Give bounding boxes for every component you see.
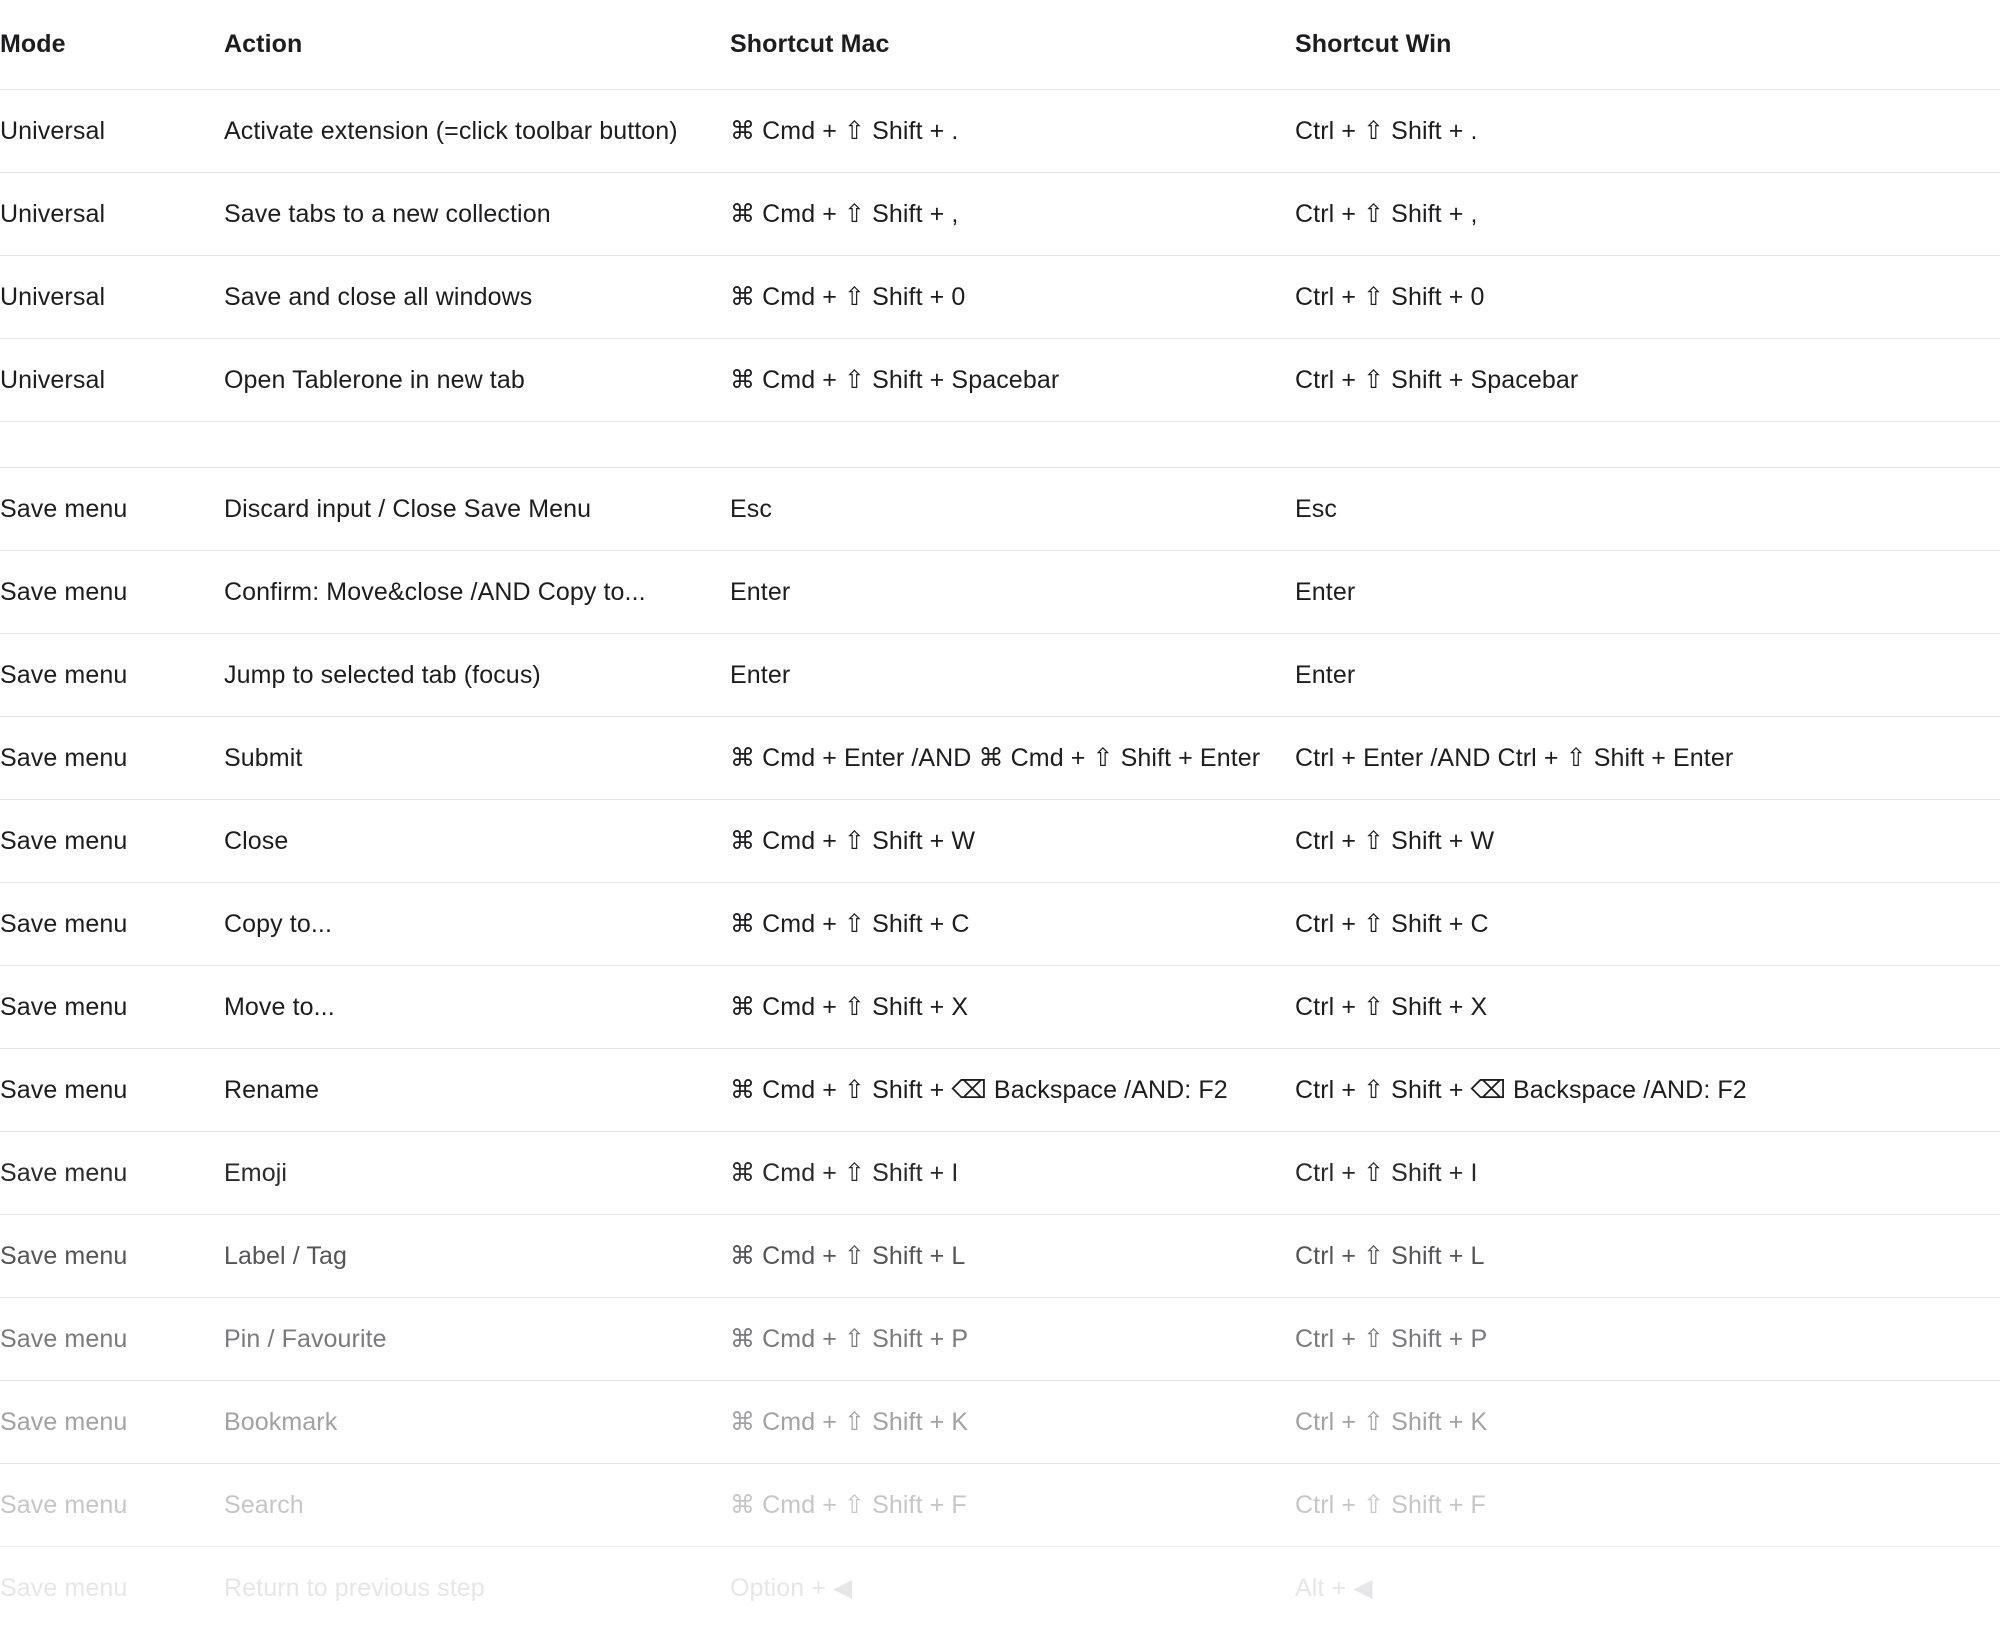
cell-action: Submit [224,743,303,772]
table-row [0,883,2000,966]
cell-shortcut-mac: ⌘ Cmd + ⇧ Shift + W [730,827,976,855]
cell-shortcut-win: Enter [1295,577,1356,606]
cell-shortcut-win: Ctrl + ⇧ Shift + ⌫ Backspace /AND: F2 [1295,1076,1747,1104]
header-mode: Mode [0,30,66,58]
table-row [0,551,2000,634]
cell-shortcut-mac: ⌘ Cmd + ⇧ Shift + K [730,1408,969,1436]
cell-action: Rename [224,1075,320,1104]
cell-action: Move to... [224,992,335,1021]
cell-action: Bookmark [224,1407,338,1436]
header-action: Action [224,30,303,58]
cell-shortcut-win: Ctrl + ⇧ Shift + P [1295,1325,1488,1353]
cell-shortcut-mac: ⌘ Cmd + ⇧ Shift + C [730,910,970,938]
cell-mode: Save menu [0,909,128,938]
cell-shortcut-win: Ctrl + ⇧ Shift + I [1295,1159,1478,1187]
cell-shortcut-win: Ctrl + ⇧ Shift + L [1295,1242,1485,1270]
cell-shortcut-mac: ⌘ Cmd + ⇧ Shift + F [730,1491,967,1519]
table-row [0,1464,2000,1547]
cell-action: Confirm: Move&close /AND Copy to... [224,577,646,606]
cell-shortcut-mac: Enter [730,660,791,689]
cell-shortcut-mac: Esc [730,494,772,523]
table-header-row [0,0,2000,90]
cell-action: Save tabs to a new collection [224,199,551,228]
cell-action: Activate extension (=click toolbar button) [224,116,678,145]
cell-mode: Universal [0,199,106,228]
cell-shortcut-mac: ⌘ Cmd + ⇧ Shift + . [730,117,959,145]
cell-mode: Save menu [0,743,128,772]
table-row [0,90,2000,173]
cell-shortcut-win: Ctrl + ⇧ Shift + W [1295,827,1495,855]
cell-shortcut-win: Enter [1295,660,1356,689]
cell-mode: Save menu [0,1573,128,1602]
cell-shortcut-win: Ctrl + Enter /AND Ctrl + ⇧ Shift + Enter [1295,744,1734,772]
cell-shortcut-mac: ⌘ Cmd + ⇧ Shift + L [730,1242,966,1270]
cell-action: Search [224,1490,304,1519]
cell-mode: Universal [0,365,106,394]
cell-mode: Save menu [0,1324,128,1353]
table-row [0,1132,2000,1215]
cell-action: Close [224,826,289,855]
cell-mode: Save menu [0,826,128,855]
cell-mode: Save menu [0,1407,128,1436]
cell-shortcut-win: Ctrl + ⇧ Shift + 0 [1295,283,1485,311]
table-row [0,800,2000,883]
cell-shortcut-win: Ctrl + ⇧ Shift + C [1295,910,1489,938]
header-shortcut-mac: Shortcut Mac [730,30,890,58]
cell-mode: Save menu [0,1241,128,1270]
table-row [0,468,2000,551]
cell-shortcut-mac: ⌘ Cmd + ⇧ Shift + Spacebar [730,366,1060,394]
cell-mode: Save menu [0,1158,128,1187]
cell-shortcut-mac: Option + ◀ [730,1574,853,1602]
cell-action: Save and close all windows [224,282,533,311]
cell-mode: Save menu [0,577,128,606]
cell-shortcut-mac: ⌘ Cmd + ⇧ Shift + 0 [730,283,966,311]
cell-shortcut-mac: ⌘ Cmd + ⇧ Shift + X [730,993,969,1021]
cell-action: Open Tablerone in new tab [224,365,525,394]
cell-shortcut-mac: ⌘ Cmd + ⇧ Shift + P [730,1325,969,1353]
table-row [0,966,2000,1049]
cell-shortcut-win: Ctrl + ⇧ Shift + X [1295,993,1488,1021]
table-row [0,717,2000,800]
cell-action: Return to previous step [224,1573,485,1602]
cell-mode: Save menu [0,494,128,523]
table-row [0,634,2000,717]
cell-shortcut-mac: ⌘ Cmd + Enter /AND ⌘ Cmd + ⇧ Shift + Enter [730,744,1261,772]
cell-action: Discard input / Close Save Menu [224,494,592,523]
cell-shortcut-mac: Enter [730,577,791,606]
cell-action: Copy to... [224,909,332,938]
cell-shortcut-mac: ⌘ Cmd + ⇧ Shift + , [730,200,959,228]
cell-shortcut-win: Ctrl + ⇧ Shift + . [1295,117,1478,145]
cell-shortcut-win: Ctrl + ⇧ Shift + K [1295,1408,1488,1436]
table-row [0,339,2000,422]
section-divider-row [0,422,2000,468]
cell-shortcut-win: Esc [1295,494,1337,523]
cell-shortcut-win: Ctrl + ⇧ Shift + F [1295,1491,1486,1519]
table-row [0,256,2000,339]
cell-action: Pin / Favourite [224,1324,387,1353]
cell-mode: Save menu [0,660,128,689]
table-row [0,1381,2000,1464]
table-row [0,1298,2000,1381]
cell-shortcut-win: Ctrl + ⇧ Shift + , [1295,200,1478,228]
table-row [0,1547,2000,1630]
header-shortcut-win: Shortcut Win [1295,30,1452,58]
cell-action: Label / Tag [224,1241,347,1270]
cell-shortcut-mac: ⌘ Cmd + ⇧ Shift + ⌫ Backspace /AND: F2 [730,1076,1228,1104]
table-row [0,1049,2000,1132]
cell-mode: Save menu [0,992,128,1021]
cell-shortcut-win: Alt + ◀ [1295,1574,1373,1602]
cell-shortcut-mac: ⌘ Cmd + ⇧ Shift + I [730,1159,959,1187]
cell-shortcut-win: Ctrl + ⇧ Shift + Spacebar [1295,366,1579,394]
cell-mode: Save menu [0,1075,128,1104]
cell-mode: Universal [0,116,106,145]
table-row [0,1215,2000,1298]
cell-mode: Save menu [0,1490,128,1519]
cell-action: Jump to selected tab (focus) [224,660,541,689]
cell-mode: Universal [0,282,106,311]
table-row [0,173,2000,256]
cell-action: Emoji [224,1158,288,1187]
